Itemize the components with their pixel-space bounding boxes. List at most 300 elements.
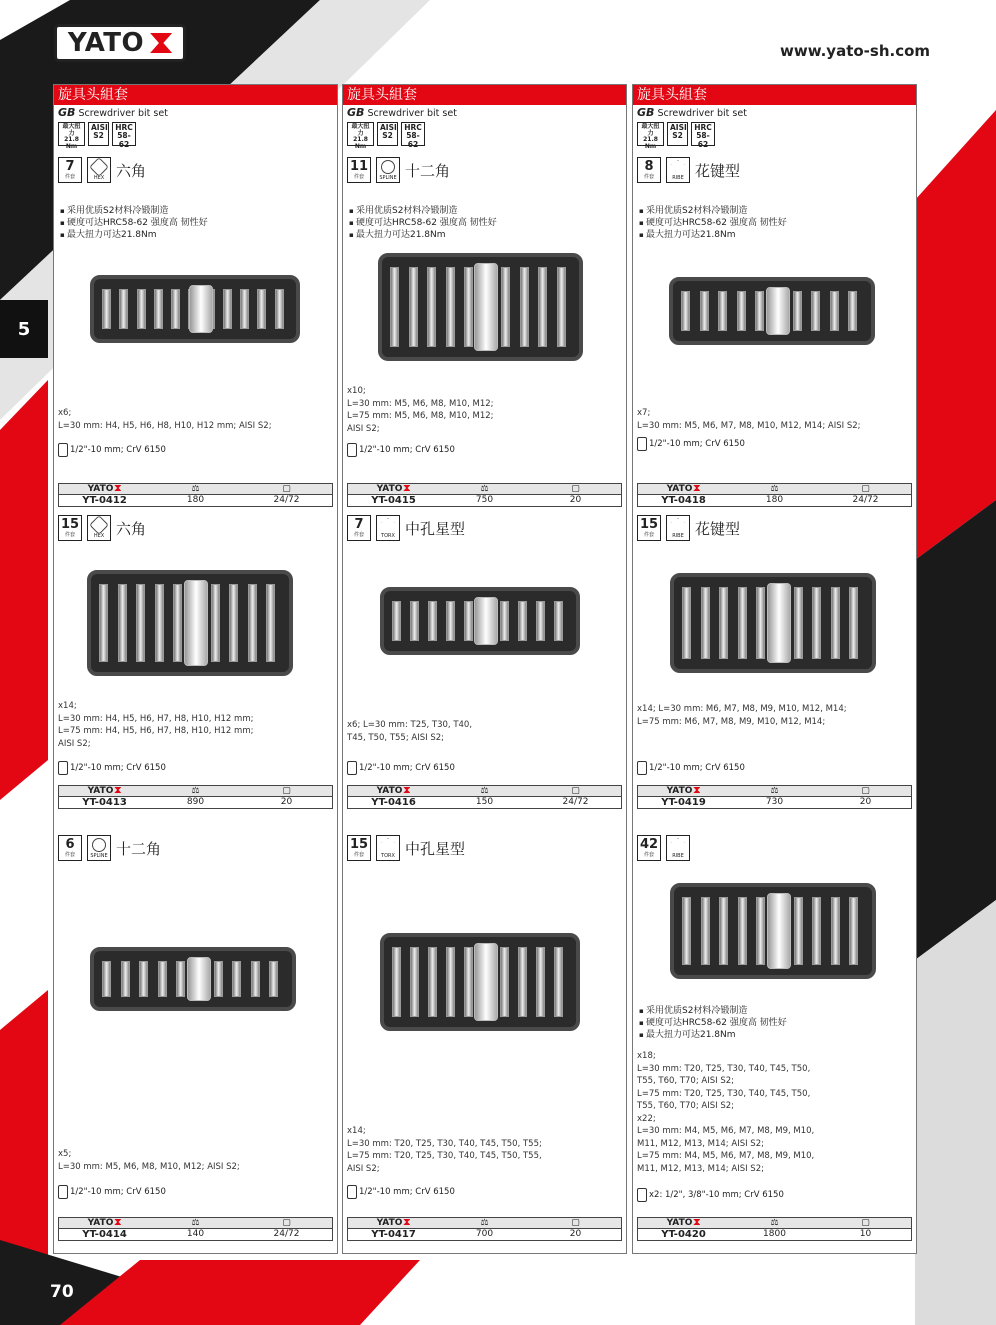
feature-item: ▪ 硬度可达HRC58-62 强度高 韧性好 xyxy=(639,217,787,229)
product-block xyxy=(343,835,626,861)
spec-text: x5; L=30 mm: M5, M6, M8, M10, M12; AISI S2; xyxy=(58,1149,240,1172)
logo-text: YATO xyxy=(67,28,145,58)
table-row xyxy=(348,797,621,808)
product-pack: 24/72 xyxy=(273,495,300,505)
product-code[interactable]: YT-0413 xyxy=(82,797,127,808)
spec-badges xyxy=(633,119,916,149)
section-subtitle xyxy=(343,106,626,119)
spec-text: x7; L=30 mm: M5, M6, M7, M8, M10, M12, M14; AISI S2; xyxy=(637,408,861,431)
tip-type-name: 六角 xyxy=(116,161,147,180)
table-brand: YATO xyxy=(348,484,439,494)
weight-icon: ⚖ xyxy=(191,1218,200,1228)
drive-spec xyxy=(54,1185,166,1199)
table-brand: YATO xyxy=(59,786,150,796)
tip-type-label: SPLINE xyxy=(90,852,108,859)
drive-spec xyxy=(343,443,455,457)
bit xyxy=(240,289,249,329)
spec-text: x10; L=30 mm: M5, M6, M8, M10, M12; L=75 mm: M5, M6, M8, M10, M12; AISI S2; xyxy=(347,386,494,434)
bit-tray-image xyxy=(87,570,293,676)
tip-type-icon xyxy=(666,157,690,183)
drive-spec xyxy=(343,761,455,775)
bit xyxy=(214,961,223,997)
box-icon: ▢ xyxy=(571,786,580,796)
product-code[interactable]: YT-0416 xyxy=(371,797,416,808)
tip-type-name: 六角 xyxy=(116,519,147,538)
piece-count-value: 15 xyxy=(60,517,80,532)
bit xyxy=(718,291,727,331)
drive-text: 1/2"-10 mm; CrV 6150 xyxy=(649,439,745,449)
tip-type-icon xyxy=(376,157,400,183)
table-header xyxy=(59,1218,332,1229)
drive-spec xyxy=(343,1185,455,1199)
bit xyxy=(538,267,547,347)
tip-type-label: SPLINE xyxy=(379,174,397,181)
piece-count-value: 15 xyxy=(639,517,659,532)
drive-icon xyxy=(58,761,68,775)
tip-type-icon xyxy=(376,835,400,861)
piece-count-value: 42 xyxy=(639,837,659,852)
bit xyxy=(275,289,284,329)
box-icon: ▢ xyxy=(571,1218,580,1228)
product-title-row xyxy=(54,835,337,861)
spec-text: x14; L=30 mm: H4, H5, H6, H7, H8, H10, H12 mm; L=75 mm: H4, H5, H6, H7, H8, H10, H12 mm; AISI S2; xyxy=(58,701,254,749)
bit xyxy=(738,897,747,965)
piece-count-unit: 件套 xyxy=(643,174,654,180)
bit xyxy=(428,947,437,1017)
bit xyxy=(446,947,455,1017)
bit xyxy=(118,584,127,662)
bit-tray-image xyxy=(378,253,583,361)
piece-count-value: 7 xyxy=(354,517,364,532)
product-block xyxy=(343,157,626,183)
product-table xyxy=(347,785,622,809)
bit xyxy=(518,601,527,641)
product-table xyxy=(347,1217,622,1241)
product-code[interactable]: YT-0414 xyxy=(82,1229,127,1240)
drive-icon xyxy=(637,437,647,451)
tip-type-icon xyxy=(376,515,400,541)
bit xyxy=(831,587,840,659)
product-title-row xyxy=(343,157,626,183)
bit-tray-image xyxy=(380,933,580,1031)
product-pack: 24/72 xyxy=(562,797,589,807)
bit xyxy=(536,601,545,641)
product-block xyxy=(54,157,337,183)
section-title: 旋具头組套 xyxy=(633,85,916,105)
product-weight: 890 xyxy=(186,797,205,807)
product-weight: 730 xyxy=(765,797,784,807)
drive-text: x2: 1/2", 3/8"-10 mm; CrV 6150 xyxy=(649,1190,784,1200)
piece-count xyxy=(637,157,661,183)
weight-icon: ⚖ xyxy=(770,786,779,796)
product-table xyxy=(58,483,333,507)
piece-count-unit: 件套 xyxy=(353,532,364,538)
feature-list xyxy=(633,1005,787,1041)
product-block xyxy=(343,515,626,541)
table-row xyxy=(348,495,621,506)
bit-holder-socket xyxy=(189,285,213,333)
yato-logo[interactable] xyxy=(54,24,186,62)
product-block xyxy=(633,157,916,183)
spec-badge: AISI S2 xyxy=(88,122,109,146)
bit xyxy=(99,584,108,662)
drive-text: 1/2"-10 mm; CrV 6150 xyxy=(70,445,166,455)
product-weight: 700 xyxy=(475,1229,494,1239)
bit xyxy=(701,587,710,659)
spec-badge: 最大扭力 21.8 Nm xyxy=(637,122,664,146)
bit xyxy=(681,291,690,331)
piece-count-unit: 件套 xyxy=(643,852,654,858)
tip-type-label: TORX xyxy=(381,532,395,539)
product-weight: 180 xyxy=(186,495,205,505)
chapter-tab[interactable]: 5 xyxy=(0,300,48,358)
product-pack: 10 xyxy=(859,1229,872,1239)
bit xyxy=(392,947,401,1017)
table-row xyxy=(348,1229,621,1240)
drive-icon xyxy=(347,1185,357,1199)
feature-item: ▪ 采用优质S2材料冷锻制造 xyxy=(639,205,787,217)
table-brand: YATO xyxy=(348,786,439,796)
bit xyxy=(211,584,220,662)
table-header xyxy=(638,786,911,797)
bit-tray-image xyxy=(670,573,876,673)
tip-type-label: RIBE xyxy=(672,852,684,859)
product-pack: 24/72 xyxy=(273,1229,300,1239)
bit xyxy=(251,961,260,997)
bit xyxy=(831,897,840,965)
spec-badges xyxy=(343,119,626,149)
bit xyxy=(756,587,765,659)
piece-count-value: 11 xyxy=(349,159,369,174)
feature-item: ▪ 硬度可达HRC58-62 强度高 韧性好 xyxy=(639,1017,787,1029)
bit xyxy=(266,584,275,662)
table-header xyxy=(348,1218,621,1229)
piece-count xyxy=(347,835,371,861)
website-url[interactable]: www.yato-sh.com xyxy=(780,42,931,60)
drive-icon xyxy=(58,1185,68,1199)
piece-count xyxy=(58,515,82,541)
bit-holder-socket xyxy=(187,957,211,1001)
gb-label: GB xyxy=(58,106,76,119)
piece-count-value: 8 xyxy=(644,159,654,174)
drive-text: 1/2"-10 mm; CrV 6150 xyxy=(70,763,166,773)
bit xyxy=(812,587,821,659)
table-header xyxy=(59,484,332,495)
piece-count-unit: 件套 xyxy=(353,174,364,180)
weight-icon: ⚖ xyxy=(480,1218,489,1228)
bit xyxy=(464,947,473,1017)
table-header xyxy=(638,484,911,495)
box-icon: ▢ xyxy=(861,1218,870,1228)
drive-icon xyxy=(637,761,647,775)
catalog-column xyxy=(53,84,338,1254)
table-brand: YATO xyxy=(59,484,150,494)
english-title: Screwdriver bit set xyxy=(367,108,457,119)
bit xyxy=(173,584,182,662)
tip-type-name: 十二角 xyxy=(405,161,451,180)
product-weight: 140 xyxy=(186,1229,205,1239)
table-row xyxy=(59,797,332,808)
bit xyxy=(812,897,821,965)
bit xyxy=(501,267,510,347)
bit-holder-socket xyxy=(474,597,498,645)
table-brand: YATO xyxy=(59,1218,150,1228)
feature-list xyxy=(633,205,787,241)
bit xyxy=(102,289,111,329)
bit xyxy=(755,291,764,331)
piece-count xyxy=(58,835,82,861)
weight-icon: ⚖ xyxy=(480,484,489,494)
table-header xyxy=(348,484,621,495)
product-block xyxy=(54,835,337,861)
bit xyxy=(171,289,180,329)
table-brand: YATO xyxy=(348,1218,439,1228)
catalog-column xyxy=(632,84,917,1254)
product-block xyxy=(633,835,916,861)
bit-tray-image xyxy=(669,277,875,345)
drive-text: 1/2"-10 mm; CrV 6150 xyxy=(359,445,455,455)
feature-item: ▪ 最大扭力可达21.8Nm xyxy=(60,229,208,241)
box-icon: ▢ xyxy=(282,484,291,494)
product-pack: 24/72 xyxy=(852,495,879,505)
product-weight: 1800 xyxy=(763,1229,786,1239)
piece-count-unit: 件套 xyxy=(64,532,75,538)
section-title: 旋具头組套 xyxy=(343,85,626,105)
tip-type-label: RIBE xyxy=(672,174,684,181)
table-row xyxy=(59,1229,332,1240)
bit xyxy=(554,601,563,641)
bit xyxy=(121,961,130,997)
weight-icon: ⚖ xyxy=(480,786,489,796)
product-pack: 20 xyxy=(569,495,582,505)
bit xyxy=(520,267,529,347)
tip-type-name: 中孔星型 xyxy=(405,519,466,538)
gb-label: GB xyxy=(637,106,655,119)
drive-text: 1/2"-10 mm; CrV 6150 xyxy=(359,1187,455,1197)
feature-list xyxy=(343,205,497,241)
piece-count xyxy=(637,835,661,861)
bit xyxy=(410,947,419,1017)
box-icon: ▢ xyxy=(571,484,580,494)
product-title-row xyxy=(54,515,337,541)
product-title-row xyxy=(633,157,916,183)
tip-type-icon xyxy=(87,835,111,861)
bit xyxy=(756,897,765,965)
spec-badge: HRC 58-62 xyxy=(691,122,715,146)
section-title: 旋具头組套 xyxy=(54,85,337,105)
bit xyxy=(427,267,436,347)
piece-count-unit: 件套 xyxy=(64,174,75,180)
bit xyxy=(137,289,146,329)
box-icon: ▢ xyxy=(282,786,291,796)
tip-type-label: HEX xyxy=(93,532,105,539)
bit xyxy=(155,584,164,662)
bit xyxy=(500,601,509,641)
piece-count-value: 6 xyxy=(65,837,75,852)
bit xyxy=(223,289,232,329)
spec-badge: AISI S2 xyxy=(377,122,398,146)
drive-spec xyxy=(633,1188,784,1202)
product-title-row xyxy=(343,835,626,861)
box-icon: ▢ xyxy=(861,484,870,494)
bit xyxy=(737,291,746,331)
tip-type-icon xyxy=(87,515,111,541)
box-icon: ▢ xyxy=(861,786,870,796)
bit xyxy=(700,291,709,331)
drive-spec xyxy=(633,761,745,775)
drive-icon xyxy=(347,443,357,457)
tip-type-icon xyxy=(666,835,690,861)
logo-mark-icon xyxy=(150,33,172,53)
feature-item: ▪ 最大扭力可达21.8Nm xyxy=(349,229,497,241)
product-title-row xyxy=(633,835,916,861)
bit xyxy=(682,897,691,965)
product-pack: 20 xyxy=(569,1229,582,1239)
bit-holder-socket xyxy=(474,263,498,351)
product-block xyxy=(54,515,337,541)
spec-text: x6; L=30 mm: T25, T30, T40, T45, T50, T55; AISI S2; xyxy=(347,720,473,743)
weight-icon: ⚖ xyxy=(770,1218,779,1228)
product-code[interactable]: YT-0415 xyxy=(371,495,416,506)
bit-tray-image xyxy=(90,947,296,1011)
bit-holder-socket xyxy=(474,943,498,1021)
feature-item: ▪ 采用优质S2材料冷锻制造 xyxy=(639,1005,787,1017)
feature-list xyxy=(54,205,208,241)
bit xyxy=(390,267,399,347)
drive-text: 1/2"-10 mm; CrV 6150 xyxy=(359,763,455,773)
bit xyxy=(793,291,802,331)
bit xyxy=(794,897,803,965)
product-table xyxy=(637,785,912,809)
bit xyxy=(536,947,545,1017)
bit xyxy=(811,291,820,331)
product-weight: 180 xyxy=(765,495,784,505)
bit-holder-socket xyxy=(767,893,791,969)
piece-count xyxy=(637,515,661,541)
tip-type-label: HEX xyxy=(93,174,105,181)
bit xyxy=(154,289,163,329)
table-brand: YATO xyxy=(638,1218,729,1228)
product-code[interactable]: YT-0420 xyxy=(661,1229,706,1240)
spec-badges xyxy=(54,119,337,149)
bit xyxy=(428,601,437,641)
gb-label: GB xyxy=(347,106,365,119)
bit xyxy=(682,587,691,659)
section-subtitle xyxy=(54,106,337,119)
table-row xyxy=(638,495,911,506)
bit-tray-image xyxy=(670,883,876,979)
drive-icon xyxy=(637,1188,647,1202)
product-code[interactable]: YT-0418 xyxy=(661,495,706,506)
table-header xyxy=(59,786,332,797)
bit-tray-image xyxy=(380,587,580,655)
bit-holder-socket xyxy=(767,583,791,663)
table-brand: YATO xyxy=(638,786,729,796)
bit xyxy=(464,267,473,347)
drive-icon xyxy=(347,761,357,775)
spec-badge: HRC 58-62 xyxy=(112,122,136,146)
tip-type-name: 花键型 xyxy=(695,161,741,180)
product-weight: 750 xyxy=(475,495,494,505)
bit xyxy=(518,947,527,1017)
bit xyxy=(257,289,266,329)
bit xyxy=(102,961,111,997)
product-title-row xyxy=(343,515,626,541)
drive-spec xyxy=(54,761,166,775)
bit xyxy=(848,291,857,331)
box-icon: ▢ xyxy=(282,1218,291,1228)
feature-item: ▪ 硬度可达HRC58-62 强度高 韧性好 xyxy=(60,217,208,229)
bit xyxy=(409,267,418,347)
piece-count xyxy=(58,157,82,183)
english-title: Screwdriver bit set xyxy=(657,108,747,119)
bit xyxy=(158,961,167,997)
bit xyxy=(464,601,473,641)
bit xyxy=(446,267,455,347)
bit-holder-socket xyxy=(766,287,790,335)
spec-text: x6; L=30 mm: H4, H5, H6, H8, H10, H12 mm; AISI S2; xyxy=(58,408,272,431)
product-code[interactable]: YT-0412 xyxy=(82,495,127,506)
bit xyxy=(392,601,401,641)
drive-icon xyxy=(58,443,68,457)
feature-item: ▪ 采用优质S2材料冷锻制造 xyxy=(349,205,497,217)
page-number: 70 xyxy=(50,1282,74,1302)
bit xyxy=(554,947,563,1017)
tip-type-name: 中孔星型 xyxy=(405,839,466,858)
product-code[interactable]: YT-0419 xyxy=(661,797,706,808)
bit xyxy=(719,587,728,659)
bit xyxy=(719,897,728,965)
bit xyxy=(229,584,238,662)
table-header xyxy=(348,786,621,797)
bit xyxy=(500,947,509,1017)
bit xyxy=(446,601,455,641)
product-code[interactable]: YT-0417 xyxy=(371,1229,416,1240)
product-pack: 20 xyxy=(859,797,872,807)
drive-text: 1/2"-10 mm; CrV 6150 xyxy=(649,763,745,773)
bit xyxy=(248,584,257,662)
product-table xyxy=(347,483,622,507)
bit xyxy=(410,601,419,641)
product-table xyxy=(637,483,912,507)
product-table xyxy=(637,1217,912,1241)
bit xyxy=(830,291,839,331)
table-brand: YATO xyxy=(638,484,729,494)
bit-tray-image xyxy=(90,275,300,343)
bit xyxy=(119,289,128,329)
piece-count-unit: 件套 xyxy=(643,532,654,538)
feature-item: ▪ 最大扭力可达21.8Nm xyxy=(639,1029,787,1041)
piece-count-value: 15 xyxy=(349,837,369,852)
bit xyxy=(269,961,278,997)
tip-type-name: 花键型 xyxy=(695,519,741,538)
feature-item: ▪ 硬度可达HRC58-62 强度高 韧性好 xyxy=(349,217,497,229)
bit xyxy=(139,961,148,997)
spec-badge: AISI S2 xyxy=(667,122,688,146)
english-title: Screwdriver bit set xyxy=(78,108,168,119)
drive-spec xyxy=(54,443,166,457)
weight-icon: ⚖ xyxy=(191,484,200,494)
spec-badge: HRC 58-62 xyxy=(401,122,425,146)
tip-type-icon xyxy=(666,515,690,541)
product-table xyxy=(58,785,333,809)
feature-item: ▪ 采用优质S2材料冷锻制造 xyxy=(60,205,208,217)
table-row xyxy=(59,495,332,506)
weight-icon: ⚖ xyxy=(770,484,779,494)
tip-type-name: 十二角 xyxy=(116,839,162,858)
bit xyxy=(176,961,185,997)
section-subtitle xyxy=(633,106,916,119)
